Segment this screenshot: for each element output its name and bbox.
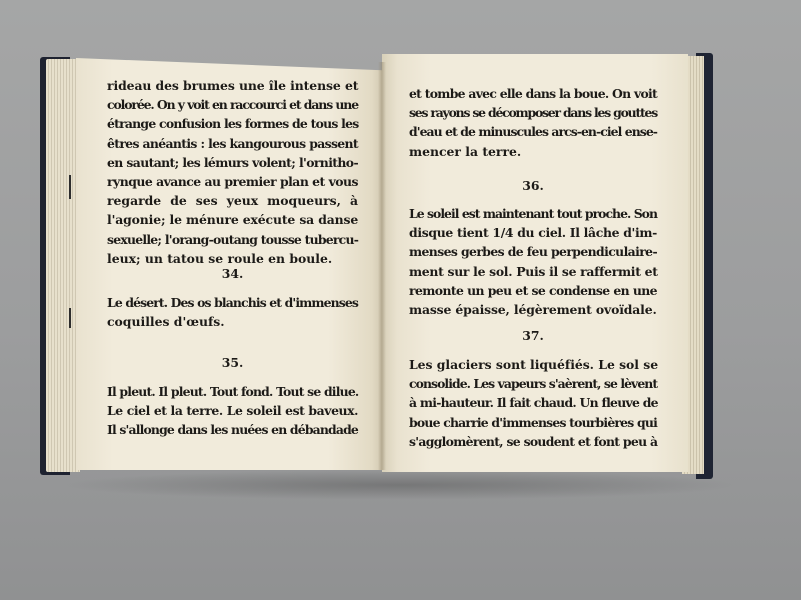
text-line: étrange confusion les formes de tous les: [107, 116, 359, 132]
left-paragraph-35: [107, 382, 358, 440]
text-line: colorée. On y voit en raccourci et dans une: [107, 97, 358, 113]
section-number-35: 35.: [221, 355, 244, 370]
text-line: Les glaciers sont liquéfiés. Le sol se: [409, 357, 659, 372]
text-line: s'agglomèrent, se soudent et font peu à: [409, 433, 658, 449]
text-line: Le ciel et la terre. Le soleil est baveux.: [107, 403, 359, 419]
binding-thread-lower: [69, 308, 71, 328]
text-line: d'eau et de minuscules arcs-en-ciel ense-: [409, 124, 658, 140]
text-line: en sautant; les lémurs volent; l'ornitho-: [107, 154, 358, 170]
right-paragraph-37: [409, 355, 657, 451]
text-line: menses gerbes de feu perpendiculaire-: [409, 244, 657, 260]
text-line: Le désert. Des os blanchis et d'immenses: [107, 295, 358, 310]
text-line: et tombe avec elle dans la boue. On voit: [409, 86, 657, 101]
text-line: coquilles d'œufs.: [107, 314, 225, 330]
text-line: Il s'allonge dans les nuées en débandade: [107, 422, 358, 438]
text-line: disque tient 1/4 du ciel. Il lâche d'im-: [409, 225, 657, 241]
text-line: sexuelle; l'orang-outang tousse tubercu-: [107, 231, 359, 247]
book-gutter: [378, 62, 386, 470]
page-edges-left: [46, 59, 80, 472]
right-paragraph-top: [409, 84, 657, 161]
left-paragraph-34: [107, 293, 358, 331]
section-number-36: 36.: [522, 178, 544, 193]
text-line: êtres anéantis : les kangourous passent: [107, 135, 358, 151]
text-line: boue charrie d'immenses tourbières qui: [409, 414, 657, 430]
text-line: rideau des brumes une île intense et: [107, 78, 359, 93]
text-line: regarde de ses yeux moqueurs, à: [107, 193, 358, 209]
text-line: mencer la terre.: [409, 143, 522, 159]
text-line: masse épaisse, légèrement ovoïdale.: [409, 302, 657, 318]
binding-thread-upper: [69, 175, 71, 199]
text-line: remonte un peu et se condense en une: [409, 282, 657, 298]
section-number-34: 34.: [221, 266, 244, 281]
text-line: consolide. Les vapeurs s'aèrent, se lèvent: [409, 376, 658, 392]
text-line: ment sur le sol. Puis il se raffermit et: [409, 263, 658, 279]
left-paragraph-top: [107, 76, 358, 268]
text-line: ses rayons se décomposer dans les gouttes: [409, 105, 657, 121]
right-paragraph-36: [409, 204, 657, 319]
section-number-37: 37.: [522, 328, 544, 343]
text-line: Il pleut. Il pleut. Tout fond. Tout se dilue.: [107, 384, 359, 399]
text-line: à mi-hauteur. Il fait chaud. Un fleuve de: [409, 395, 658, 411]
text-line: rynque avance au premier plan et vous: [107, 174, 358, 190]
text-line: l'agonie; le ménure exécute sa danse: [107, 212, 359, 228]
book-shadow: [60, 470, 740, 500]
text-line: leux; un tatou se roule en boule.: [107, 250, 333, 266]
text-line: Le soleil est maintenant tout proche. Son: [409, 206, 657, 221]
